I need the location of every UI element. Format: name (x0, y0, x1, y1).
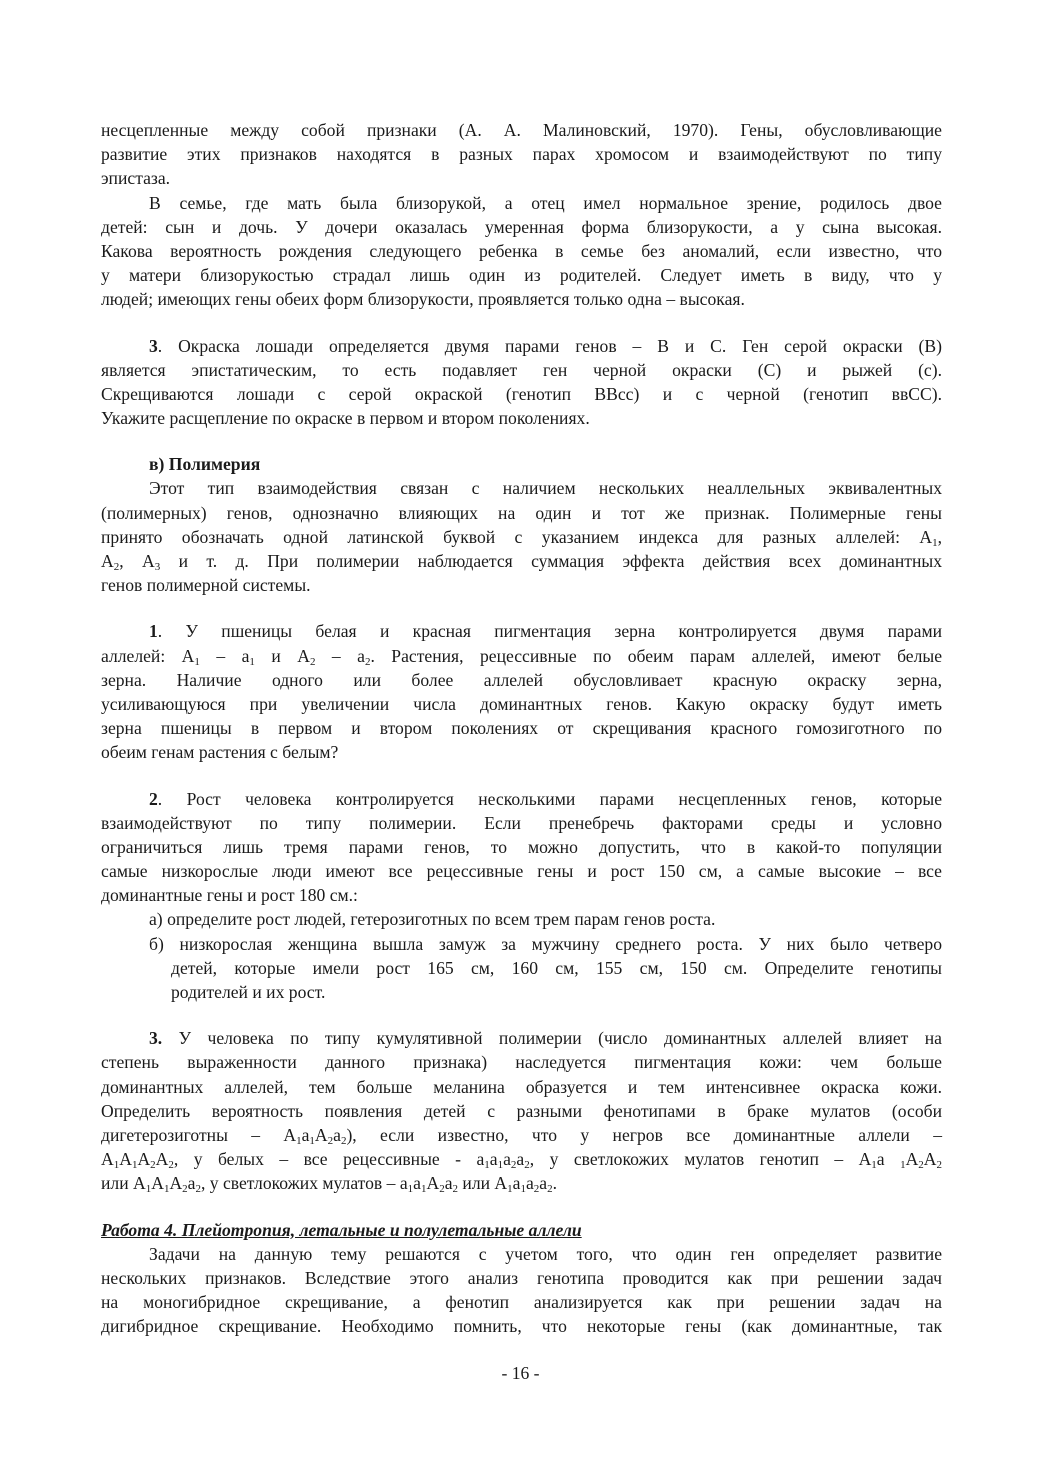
text-line: Скрещиваются лошади с серой окраской (генотип ВВсс) и с черной (генотип ввСС). (101, 383, 942, 404)
text-line: детей, которые имели рост 165 см, 160 см, 155 см, 150 см. Определите генотипы (171, 957, 942, 978)
text-line: усиливающуюся при увеличении числа доминантных генов. Какую окраску будут иметь (101, 693, 942, 714)
text-line: эпистаза. (101, 168, 171, 189)
text-line: на моногибридное скрещивание, а фенотип анализируется как при решении задач на (101, 1292, 942, 1313)
text-line: Укажите расщепление по окраске в первом и втором поколениях. (101, 408, 590, 429)
text-line: Работа 4. Плейотропия, летальные и полулетальные аллели (101, 1219, 582, 1240)
text-line: 1. У пшеницы белая и красная пигментация зерна контролируется двумя парами (149, 621, 942, 642)
text-line: в) Полимерия (149, 454, 261, 475)
text-line: взаимодействуют по типу полимерии. Если пренебречь факторами среды и условно (101, 812, 942, 833)
paragraph-gap (101, 1004, 942, 1026)
text-line: Определить вероятность появления детей с разными фенотипами в браке мулатов (особи (101, 1100, 942, 1121)
text-line: или $А_1А_1А_2а_2$, у светлокожих мулатов – $а_1а_1А_2а_2$ или $А_1а_1а_2а_2$. (101, 1173, 557, 1196)
text-line: аллелей: $А_1 - а_1$ и $А_2 - а_2$. Растения, рецессивные по обеим парам аллелей, имеют белые (101, 645, 943, 668)
text-line: нескольких признаков. Вследствие этого анализ генотипа проводится как при решении задач (101, 1267, 942, 1288)
text-line: (полимерных) генов, однозначно влияющих на один и тот же признак. Полимерные гены (101, 502, 942, 523)
text-line: генов полимерной системы. (101, 575, 311, 596)
text-line: дигетерозиготны – $А_1а_1А_2а_2$), если известно, что у негров все доминантные аллели – (101, 1124, 942, 1147)
page-number: - 16 - (501, 1363, 540, 1383)
text-line: В семье, где мать была близорукой, а отец имел нормальное зрение, родилось двое (149, 192, 942, 213)
text-line: 2. Рост человека контролируется несколькими парами несцепленных генов, которые (149, 788, 942, 809)
text-line: степень выраженности данного признака) наследуется пигментация кожи: чем больше (101, 1052, 942, 1073)
text-line: самые низкорослые люди имеют все рецессивные гены и рост 150 см, а самые высокие – все (101, 861, 942, 882)
text-line: доминантных аллелей, тем больше меланина образуется и тем интенсивнее окраска кожи. (101, 1076, 942, 1097)
text-line: детей: сын и дочь. У дочери оказалась умеренная форма близорукости, а у сына высокая. (101, 216, 942, 237)
text-line: развитие этих признаков находятся в разных парах хромосом и взаимодействуют по типу (101, 144, 942, 165)
text-line: ограничиться лишь тремя парами генов, то можно допустить, что в какой-то популяции (101, 836, 942, 857)
text-line: принято обозначать одной латинской буквой с указанием индекса для разных аллелей: $А_1$, (101, 526, 942, 549)
text-line: а) определите рост людей, гетерозиготных по всем трем парам генов роста. (149, 909, 716, 930)
text-line: людей; имеющих гены обеих форм близорукости, проявляется только одна – высокая. (101, 289, 745, 310)
text-line: зерна пшеницы в первом и втором поколениях от скрещивания красного гомозиготного по (101, 718, 942, 739)
text-line: доминантные гены и рост 180 см.: (101, 885, 358, 906)
text-line: является эпистатическим, то есть подавляет ген черной окраски (С) и рыжей (с). (101, 359, 942, 380)
text-line: зерна. Наличие одного или более аллелей обусловливает красную окраску зерна, (101, 669, 942, 690)
text-line: несцепленные между собой признаки (А. А. Малиновский, 1970). Гены, обусловливающие (101, 120, 942, 140)
text-line: Какова вероятность рождения следующего ребенка в семье без аномалий, если известно, что (101, 240, 942, 261)
text-line: Этот тип взаимодействия связан с наличием нескольких неаллельных эквивалентных (149, 478, 942, 499)
paragraph-gap (101, 597, 942, 619)
text-line: $А_1А_1А_2А_2$, у белых – все рецессивные - $а_1а_1а_2а_2$, у светлокожих мулатов генотип – $А_1а$ $_1А_2А_2$ (101, 1149, 942, 1172)
text-line: обеим генам растения с белым? (101, 742, 339, 763)
text-line: б) низкорослая женщина вышла замуж за мужчину среднего роста. У них было четверо (149, 933, 942, 954)
text-line: 3. У человека по типу кумулятивной полимерии (число доминантных аллелей влияет на (149, 1028, 942, 1049)
text-line: 3. Окраска лошади определяется двумя парами генов – В и С. Ген серой окраски (В) (149, 335, 942, 356)
text-line: у матери близорукостью страдал лишь один из родителей. Следует иметь в виду, что у (101, 265, 942, 286)
text-line: $А_2$, $А_3$ и т. д. При полимерии наблюдается суммация эффекта действия всех доминантных (101, 551, 942, 573)
page-body (101, 118, 942, 1338)
paragraph-gap (101, 312, 942, 334)
text-line: Задачи на данную тему решаются с учетом того, что один ген определяет развитие (149, 1243, 942, 1264)
paragraph-gap (101, 1196, 942, 1218)
text-line: дигибридное скрещивание. Необходимо помнить, что некоторые гены (как доминантные, так (101, 1316, 942, 1337)
text-line: родителей и их рост. (171, 982, 326, 1002)
paragraph-gap (101, 765, 942, 787)
paragraph-gap (101, 430, 942, 452)
